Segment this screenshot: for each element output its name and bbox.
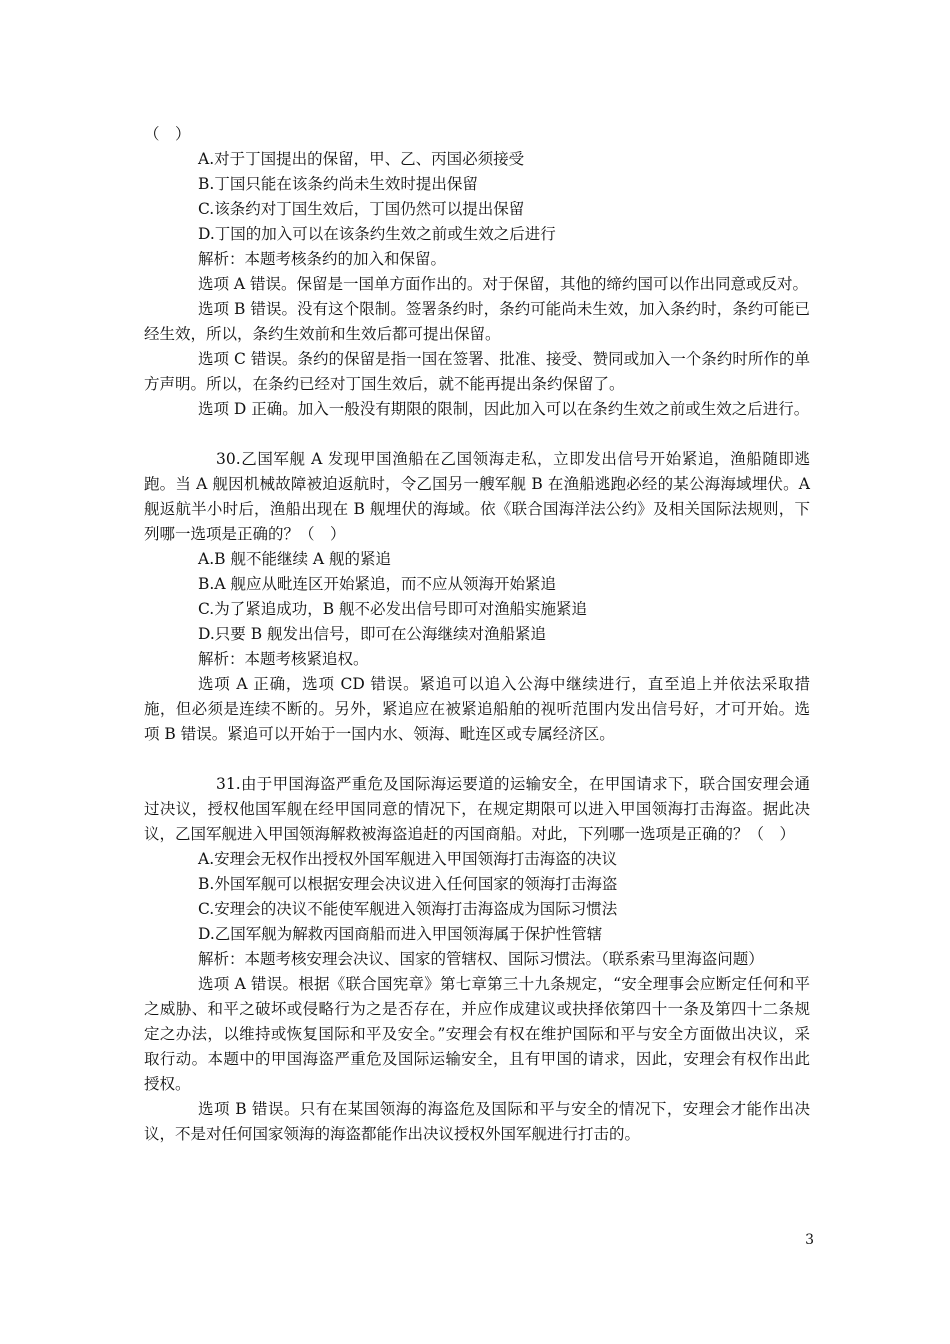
q29-explanation-c: 选项 C 错误。条约的保留是指一国在签署、批准、接受、赞同或加入一个条约时所作的单方声明。所以，在条约已经对丁国生效后，就不能再提出条约保留了。	[144, 350, 810, 393]
q31-option-b: B.外国军舰可以根据安理会决议进入任何国家的领海打击海盗	[198, 875, 618, 893]
q29-option-b: B.丁国只能在该条约尚未生效时提出保留	[198, 175, 478, 193]
q31-option-a: A.安理会无权作出授权外国军舰进入甲国领海打击海盗的决议	[198, 850, 618, 868]
q30-option-b: B.A 舰应从毗连区开始紧追，而不应从领海开始紧追	[198, 575, 556, 593]
q30-explanation: 选项 A 正确，选项 CD 错误。紧追可以追入公海中继续进行，直至追上并依法采取措施，但必须是连续不断的。另外，紧追应在被紧追船舶的视听范围内发出信号好，才可开始。选项 B 错误。紧追可以开始于一国内水、领海、毗连区或专属经济区。	[144, 675, 810, 743]
q29-explanation-d: 选项 D 正确。加入一般没有期限的限制，因此加入可以在条约生效之前或生效之后进行。	[198, 400, 810, 418]
q31-explanation-b: 选项 B 错误。只有在某国领海的海盗危及国际和平与安全的情况下，安理会才能作出决议，不是对任何国家领海的海盗都能作出决议授权外国军舰进行打击的。	[144, 1100, 810, 1143]
q31-option-d: D.乙国军舰为解救丙国商船而进入甲国领海属于保护性管辖	[198, 925, 603, 943]
q31-explanation-a: 选项 A 错误。根据《联合国宪章》第七章第三十九条规定，“安全理事会应断定任何和平之威胁、和平之破坏或侵略行为之是否存在，并应作成建议或抉择依第四十一条及第四十二条规定之办法，以维持或恢复国际和平及安全。”安理会有权在维护国际和平与安全方面做出决议，采取行动。本题中的甲国海盗严重危及国际运输安全，且有甲国的请求，因此，安理会有权作出此授权。	[144, 975, 810, 1093]
q31-option-c: C.安理会的决议不能使军舰进入领海打击海盗成为国际习惯法	[198, 900, 618, 918]
q29-bracket: （ ）	[144, 125, 191, 143]
q29-analysis: 解析：本题考核条约的加入和保留。	[198, 250, 447, 268]
q30-analysis: 解析：本题考核紧追权。	[198, 650, 369, 668]
page-content	[144, 122, 810, 1147]
q31-stem: 31.由于甲国海盗严重危及国际海运要道的运输安全，在甲国请求下，联合国安理会通过决议，授权他国军舰在经甲国同意的情况下，在规定期限可以进入甲国领海打击海盗。据此决议，乙国军舰进入甲国领海解救被海盗追赶的丙国商船。对此，下列哪一选项是正确的？（ ）	[144, 775, 810, 843]
q30-stem: 30.乙国军舰 A 发现甲国渔船在乙国领海走私，立即发出信号开始紧追，渔船随即逃跑。当 A 舰因机械故障被迫返航时，令乙国另一艘军舰 B 在渔船逃跑必经的某公海海域埋伏。A 舰返航半小时后，渔船出现在 B 舰埋伏的海域。依《联合国海洋法公约》及相关国际法规则，下列哪一选项是正确的？（ ）	[144, 450, 810, 543]
q30-option-d: D.只要 B 舰发出信号，即可在公海继续对渔船紧追	[198, 625, 547, 643]
q29-option-a: A.对于丁国提出的保留，甲、乙、丙国必须接受	[198, 150, 525, 168]
q29-option-d: D.丁国的加入可以在该条约生效之前或生效之后进行	[198, 225, 556, 243]
spacer	[144, 747, 810, 772]
q31-analysis: 解析：本题考核安理会决议、国家的管辖权、国际习惯法。（联系索马里海盗问题）	[198, 950, 764, 968]
q30-option-c: C.为了紧追成功，B 舰不必发出信号即可对渔船实施紧追	[198, 600, 588, 618]
spacer	[144, 422, 810, 447]
q29-option-c: C.该条约对丁国生效后，丁国仍然可以提出保留	[198, 200, 525, 218]
q29-explanation-a: 选项 A 错误。保留是一国单方面作出的。对于保留，其他的缔约国可以作出同意或反对。	[198, 275, 809, 293]
q29-explanation-b: 选项 B 错误。没有这个限制。签署条约时，条约可能尚未生效，加入条约时，条约可能已经生效，所以，条约生效前和生效后都可提出保留。	[144, 300, 810, 343]
q30-option-a: A.B 舰不能继续 A 舰的紧追	[198, 550, 391, 568]
page-number: 3	[805, 1232, 814, 1248]
